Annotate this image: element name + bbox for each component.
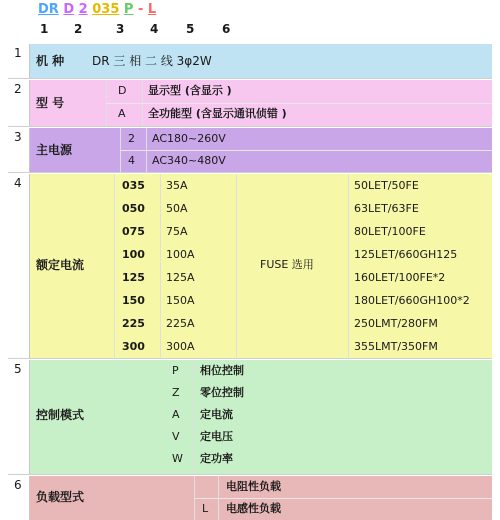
current-fuse: 80LET/100FE bbox=[354, 225, 426, 238]
code-num-6: 6 bbox=[222, 22, 231, 36]
current-code: 300 bbox=[122, 340, 145, 353]
mode-code: P bbox=[172, 364, 179, 377]
current-amp: 35A bbox=[166, 179, 188, 192]
section-power bbox=[8, 128, 492, 172]
current-amp: 75A bbox=[166, 225, 188, 238]
mode-code: A bbox=[172, 408, 180, 421]
current-code: 075 bbox=[122, 225, 145, 238]
power-desc: AC180~260V bbox=[152, 132, 226, 145]
section-label: 型 号 bbox=[36, 96, 65, 110]
section-value: DR 三 相 二 线 3φ2W bbox=[92, 54, 212, 68]
code-part-2: D bbox=[63, 2, 75, 17]
section-number: 3 bbox=[8, 128, 30, 172]
section-label: 机 种 bbox=[36, 54, 65, 68]
code-part-5: P bbox=[123, 2, 134, 17]
current-fuse: 180LET/660GH100*2 bbox=[354, 294, 470, 307]
current-fuse: 50LET/50FE bbox=[354, 179, 419, 192]
load-desc: 电感性负载 bbox=[226, 502, 281, 515]
mode-desc: 相位控制 bbox=[200, 364, 244, 377]
code-part-1: DR bbox=[38, 2, 59, 17]
mode-desc: 定功率 bbox=[200, 452, 233, 465]
current-amp: 225A bbox=[166, 317, 195, 330]
power-desc: AC340~480V bbox=[152, 154, 226, 167]
current-code: 150 bbox=[122, 294, 145, 307]
current-fuse: 355LMT/350FM bbox=[354, 340, 438, 353]
section-model-type bbox=[8, 44, 492, 78]
current-code: 225 bbox=[122, 317, 145, 330]
power-code: 2 bbox=[128, 132, 135, 145]
mode-desc: 定电流 bbox=[200, 408, 233, 421]
mode-desc: 零位控制 bbox=[200, 386, 244, 399]
current-fuse: 250LMT/280FM bbox=[354, 317, 438, 330]
current-fuse: 63LET/63FE bbox=[354, 202, 419, 215]
code-num-4: 4 bbox=[150, 22, 159, 36]
code-num-1: 1 bbox=[40, 22, 49, 36]
type-desc: 显示型 (含显示 ) bbox=[148, 84, 232, 97]
section-rated-current bbox=[8, 174, 492, 358]
section-label: 控制模式 bbox=[36, 408, 85, 422]
current-code: 035 bbox=[122, 179, 145, 192]
section-number: 2 bbox=[8, 80, 30, 126]
type-desc: 全功能型 (含显示通讯侦错 ) bbox=[148, 107, 287, 120]
section-label: 额定电流 bbox=[36, 258, 85, 272]
current-amp: 100A bbox=[166, 248, 195, 261]
section-type bbox=[8, 80, 492, 126]
current-amp: 150A bbox=[166, 294, 195, 307]
type-code: A bbox=[118, 107, 126, 120]
current-amp: 125A bbox=[166, 271, 195, 284]
code-num-5: 5 bbox=[186, 22, 195, 36]
code-separator: - bbox=[137, 2, 144, 17]
type-code: D bbox=[118, 84, 127, 97]
section-label: 主电源 bbox=[36, 143, 73, 157]
current-code: 125 bbox=[122, 271, 145, 284]
model-code bbox=[38, 2, 156, 22]
section-number: 5 bbox=[8, 360, 30, 474]
current-fuse: 125LET/660GH125 bbox=[354, 248, 458, 261]
section-number: 4 bbox=[8, 174, 30, 358]
fuse-label: FUSE 选用 bbox=[260, 258, 314, 271]
load-desc: 电阻性负载 bbox=[226, 480, 281, 493]
code-part-3: 2 bbox=[78, 2, 88, 17]
code-num-2: 2 bbox=[74, 22, 83, 36]
section-number: 1 bbox=[8, 44, 30, 78]
current-amp: 300A bbox=[166, 340, 195, 353]
section-load-type bbox=[8, 476, 492, 520]
current-code: 050 bbox=[122, 202, 145, 215]
code-part-6: L bbox=[147, 2, 157, 17]
section-control-mode bbox=[8, 360, 492, 474]
current-fuse: 160LET/100FE*2 bbox=[354, 271, 446, 284]
section-label: 负载型式 bbox=[36, 490, 85, 504]
mode-code: W bbox=[172, 452, 183, 465]
section-number: 6 bbox=[8, 476, 30, 520]
code-part-4: 035 bbox=[92, 2, 120, 17]
code-num-3: 3 bbox=[116, 22, 125, 36]
current-code: 100 bbox=[122, 248, 145, 261]
power-code: 4 bbox=[128, 154, 135, 167]
mode-desc: 定电压 bbox=[200, 430, 233, 443]
mode-code: V bbox=[172, 430, 180, 443]
mode-code: Z bbox=[172, 386, 180, 399]
load-code: L bbox=[202, 502, 209, 515]
current-amp: 50A bbox=[166, 202, 188, 215]
